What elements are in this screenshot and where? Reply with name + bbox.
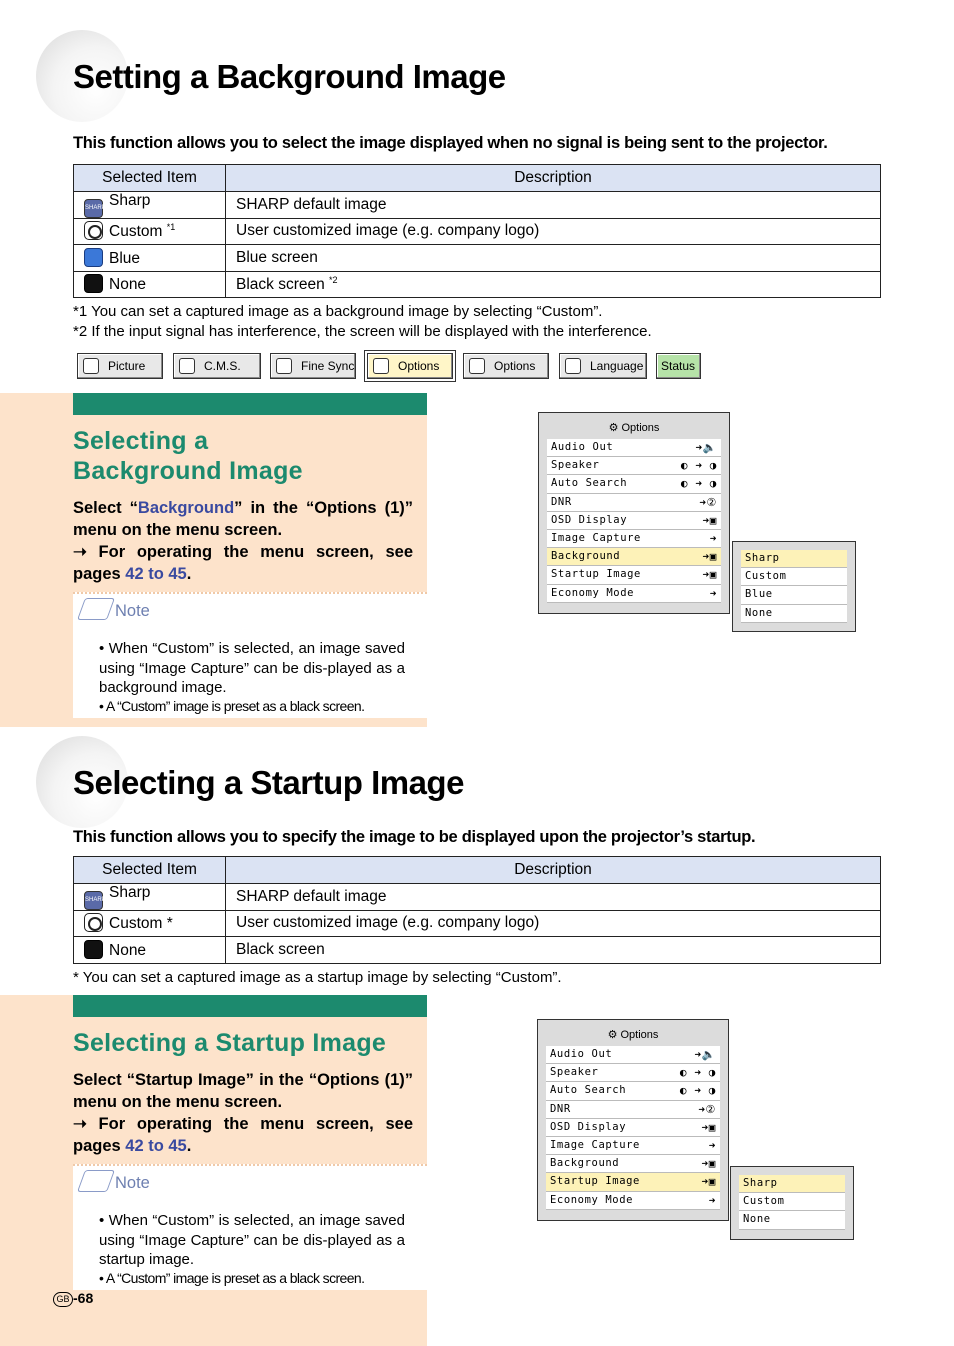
section-bar [73,393,427,415]
osd-option-sharp[interactable]: Sharp [741,550,847,568]
item-label: Blue [109,249,141,267]
osd-row-speaker[interactable]: Speaker ◐ ➜ ◑ [547,457,721,475]
toggle-icon: ◐ ➜ ◑ [680,459,717,473]
startup-options-table [73,856,881,964]
osd-option-blue[interactable]: Blue [741,586,847,604]
toggle-icon: ◐ ➜ ◑ [680,477,717,491]
osd-row-osd-display[interactable]: OSD Display ➜▣ [546,1119,720,1137]
table-row [74,245,881,272]
item-label: None [109,276,147,294]
custom-icon [84,913,103,932]
pages-link[interactable]: 42 to 45 [125,565,187,583]
panel-heading: Selecting a Background Image [73,427,303,485]
chevron-right-icon: ➜ [709,531,717,545]
osd-options-menu [538,412,730,614]
chevron-right-icon: ➜② [699,495,717,509]
tab-status[interactable]: Status [656,353,701,379]
note-heading: Note [81,1170,150,1193]
osd-row-dnr[interactable]: DNR ➜② [546,1101,720,1119]
options-icon: ⚙ [607,1029,621,1041]
region-badge: GB [53,1292,73,1307]
section-bar [73,995,427,1017]
osd-row-audio-out[interactable]: Audio Out ➜🔈 [546,1046,720,1064]
note-pencil-icon [77,598,115,620]
tab-fine-sync[interactable]: Fine Sync [270,353,356,379]
sharp-icon: SHARP [84,199,103,218]
osd-row-image-capture[interactable]: Image Capture ➜ [547,530,721,548]
header-selected-item: Selected Item [74,165,226,192]
options-icon: ⚙ [608,422,622,434]
language-icon [565,358,581,374]
table-row [74,271,881,298]
osd-options-menu [537,1019,729,1221]
footnote-ref: *2 [329,274,338,285]
toggle-icon: ◐ ➜ ◑ [679,1084,716,1098]
chevron-right-icon: ➜▣ [701,1175,716,1189]
header-description: Description [226,857,881,884]
osd-option-sharp[interactable]: Sharp [739,1175,845,1193]
note-box [73,1164,427,1290]
osd-row-auto-search[interactable]: Auto Search ◐ ➜ ◑ [547,475,721,493]
footnote-2: *2 If the input signal has interference, the screen will be displayed with the interference. [73,323,652,340]
osd-startup-list [730,1166,854,1240]
blue-icon [84,248,103,267]
item-label: Sharp [109,191,151,209]
custom-icon [84,221,103,240]
picture-icon [83,358,99,374]
intro-text: This function allows you to select the image displayed when no signal is being sent to the projector. [73,134,828,152]
osd-background-list [732,541,856,632]
speaker-icon: ➜🔈 [695,441,717,454]
table-header-row [74,857,881,884]
background-link[interactable]: Background [137,499,235,517]
sharp-icon: SHARP [84,891,103,910]
osd-row-osd-display[interactable]: OSD Display ➜▣ [547,512,721,530]
options-icon [373,358,389,374]
osd-row-dnr[interactable]: DNR ➜② [547,494,721,512]
note-small-text: • A “Custom” image is preset as a black screen. [99,1270,365,1286]
none-icon [84,940,103,959]
osd-option-custom[interactable]: Custom [741,568,847,586]
chevron-right-icon: ➜ [709,586,717,600]
osd-row-background[interactable]: Background ➜▣ [546,1155,720,1173]
footnote-1: *1 You can set a captured image as a background image by selecting “Custom”. [73,303,603,320]
table-row [74,218,881,245]
note-text: • When “Custom” is selected, an image saved using “Image Capture” can be dis-played as a startup image. [99,1212,405,1268]
osd-option-none[interactable]: None [741,605,847,623]
note-text: • When “Custom” is selected, an image saved using “Image Capture” can be dis-played as a background image. [99,640,405,696]
panel-heading: Selecting a Startup Image [73,1029,387,1057]
note-heading: Note [81,598,150,621]
osd-row-startup-image[interactable]: Startup Image ➜▣ [547,566,721,584]
item-description: SHARP default image [226,883,881,910]
osd-row-auto-search[interactable]: Auto Search ◐ ➜ ◑ [546,1082,720,1100]
chevron-right-icon: ➜▣ [701,1157,716,1171]
osd-option-custom[interactable]: Custom [739,1193,845,1211]
table-row [74,937,881,964]
tab-options-2[interactable]: Options [463,353,549,379]
note-pencil-icon [77,1170,115,1192]
item-description: Black screen [236,275,325,293]
fine-sync-icon [276,358,292,374]
chevron-right-icon: ➜▣ [701,1120,716,1134]
item-description: User customized image (e.g. company logo) [226,218,881,245]
osd-row-speaker[interactable]: Speaker ◐ ➜ ◑ [546,1064,720,1082]
chevron-right-icon: ➜ [708,1138,716,1152]
item-description: User customized image (e.g. company logo) [226,910,881,937]
item-description: Black screen [226,937,881,964]
page-number: GB -68 [53,1290,93,1307]
chevron-right-icon: ➜▣ [702,550,717,564]
note-box [73,592,427,718]
chevron-right-icon: ➜ [708,1193,716,1207]
osd-row-economy-mode[interactable]: Economy Mode ➜ [546,1192,720,1210]
osd-row-audio-out[interactable]: Audio Out ➜🔈 [547,439,721,457]
osd-row-image-capture[interactable]: Image Capture ➜ [546,1137,720,1155]
header-description: Description [226,165,881,192]
osd-title: ⚙ Options [607,1029,659,1041]
section-title: Selecting a Startup Image [73,764,464,801]
chevron-right-icon: ➜▣ [702,568,717,582]
footnote: * You can set a captured image as a startup image by selecting “Custom”. [73,969,562,986]
none-icon [84,274,103,293]
tab-language[interactable]: Language [559,353,647,379]
item-label: None [109,941,147,959]
header-selected-item: Selected Item [74,857,226,884]
item-label: Sharp [109,883,151,901]
osd-option-none[interactable]: None [739,1211,845,1229]
table-row [74,883,881,910]
osd-title: ⚙ Options [608,422,660,434]
table-row [74,191,881,218]
item-description: Blue screen [226,245,881,272]
page-title: Setting a Background Image [73,58,506,95]
item-description: SHARP default image [226,191,881,218]
item-label: Custom * [109,915,173,933]
osd-row-startup-image[interactable]: Startup Image ➜▣ [546,1173,720,1191]
speaker-icon: ➜🔈 [694,1048,716,1061]
background-options-table [73,164,881,298]
tab-options-1[interactable]: Options [367,353,453,379]
tab-cms[interactable]: C.M.S. [173,353,261,379]
instructions: Select “Background” in the “Options (1)” menu on the menu screen. ➝ For operating the menu screen, see pages 42 to 45. [73,499,413,583]
chevron-right-icon: ➜▣ [702,513,717,527]
intro-text: This function allows you to specify the image to be displayed upon the projector’s startup. [73,828,756,846]
instructions: Select “Startup Image” in the “Options (1)” menu on the menu screen. ➝ For operating the menu screen, see pages 42 to 45. [73,1071,413,1155]
table-row [74,910,881,937]
osd-row-background[interactable]: Background ➜▣ [547,548,721,566]
footnote-ref: *1 [166,222,176,233]
note-small-text: • A “Custom” image is preset as a black screen. [99,698,365,714]
tab-picture[interactable]: Picture [77,353,163,379]
cms-icon [179,358,195,374]
osd-row-economy-mode[interactable]: Economy Mode ➜ [547,585,721,603]
pages-link[interactable]: 42 to 45 [125,1137,187,1155]
options-icon [469,358,485,374]
chevron-right-icon: ➜② [698,1102,716,1116]
item-label: Custom [109,223,163,241]
table-header-row [74,165,881,192]
toggle-icon: ◐ ➜ ◑ [679,1066,716,1080]
